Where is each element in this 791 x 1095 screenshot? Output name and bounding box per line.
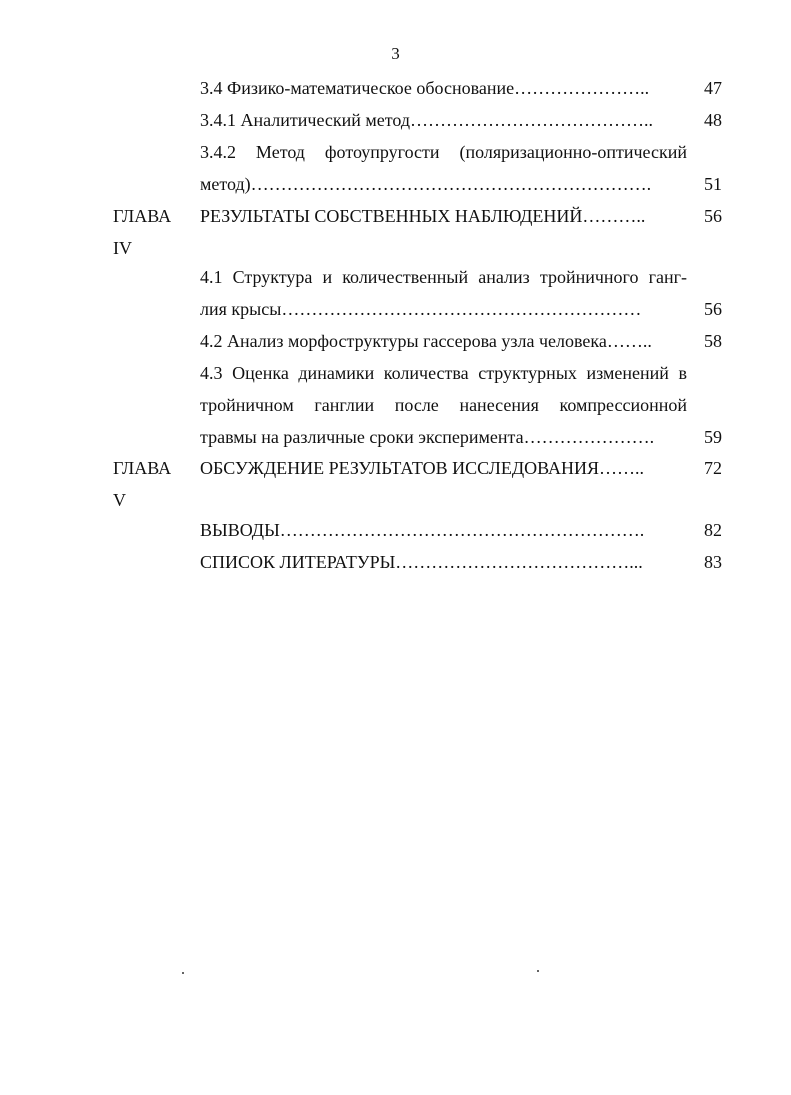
scan-speck	[182, 972, 184, 974]
scan-speck	[537, 970, 539, 972]
toc-entry-3-4-2-line2: метод)………………………………………………………….	[200, 174, 652, 194]
chapter-4-title: РЕЗУЛЬТАТЫ СОБСТВЕННЫХ НАБЛЮДЕНИЙ………..	[200, 206, 646, 226]
toc-page-4-2: 58	[704, 331, 722, 351]
chapter-4-numeral: IV	[113, 238, 132, 258]
toc-entry-4-3-line2: тройничном ганглии после нанесения компрессионной	[200, 395, 687, 415]
chapter-5-numeral: V	[113, 490, 126, 510]
chapter-5-page: 72	[704, 458, 722, 478]
toc-entry-3-4: 3.4 Физико-математическое обоснование…………………..	[200, 78, 650, 98]
toc-entry-4-3-line3: травмы на различные сроки эксперимента………………….	[200, 427, 655, 447]
toc-page-3-4-2: 51	[704, 174, 722, 194]
page-number: 3	[391, 44, 400, 63]
chapter-4-label: ГЛАВА	[113, 206, 172, 226]
toc-page-conclusions: 82	[704, 520, 722, 540]
toc-page-references: 83	[704, 552, 722, 572]
toc-entry-3-4-2-line1: 3.4.2 Метод фотоупругости (поляризационно-оптический	[200, 142, 687, 162]
toc-entry-3-4-1: 3.4.1 Аналитический метод…………………………………..	[200, 110, 654, 130]
chapter-5-title: ОБСУЖДЕНИЕ РЕЗУЛЬТАТОВ ИССЛЕДОВАНИЯ……..	[200, 458, 645, 478]
toc-entry-4-3-line1: 4.3 Оценка динамики количества структурных изменений в	[200, 363, 687, 383]
chapter-5-label: ГЛАВА	[113, 458, 172, 478]
toc-page-4-3: 59	[704, 427, 722, 447]
chapter-4-page: 56	[704, 206, 722, 226]
toc-entry-references: СПИСОК ЛИТЕРАТУРЫ…………………………………...	[200, 552, 643, 572]
toc-entry-4-1-line2: лия крысы……………………………………………………	[200, 299, 642, 319]
toc-entry-4-2: 4.2 Анализ морфоструктуры гассерова узла человека……..	[200, 331, 652, 351]
toc-page-4-1: 56	[704, 299, 722, 319]
toc-page-3-4: 47	[704, 78, 722, 98]
toc-entry-conclusions: ВЫВОДЫ…………………………………………………….	[200, 520, 645, 540]
toc-page-3-4-1: 48	[704, 110, 722, 130]
toc-entry-4-1-line1: 4.1 Структура и количественный анализ тройничного ганг-	[200, 267, 687, 287]
